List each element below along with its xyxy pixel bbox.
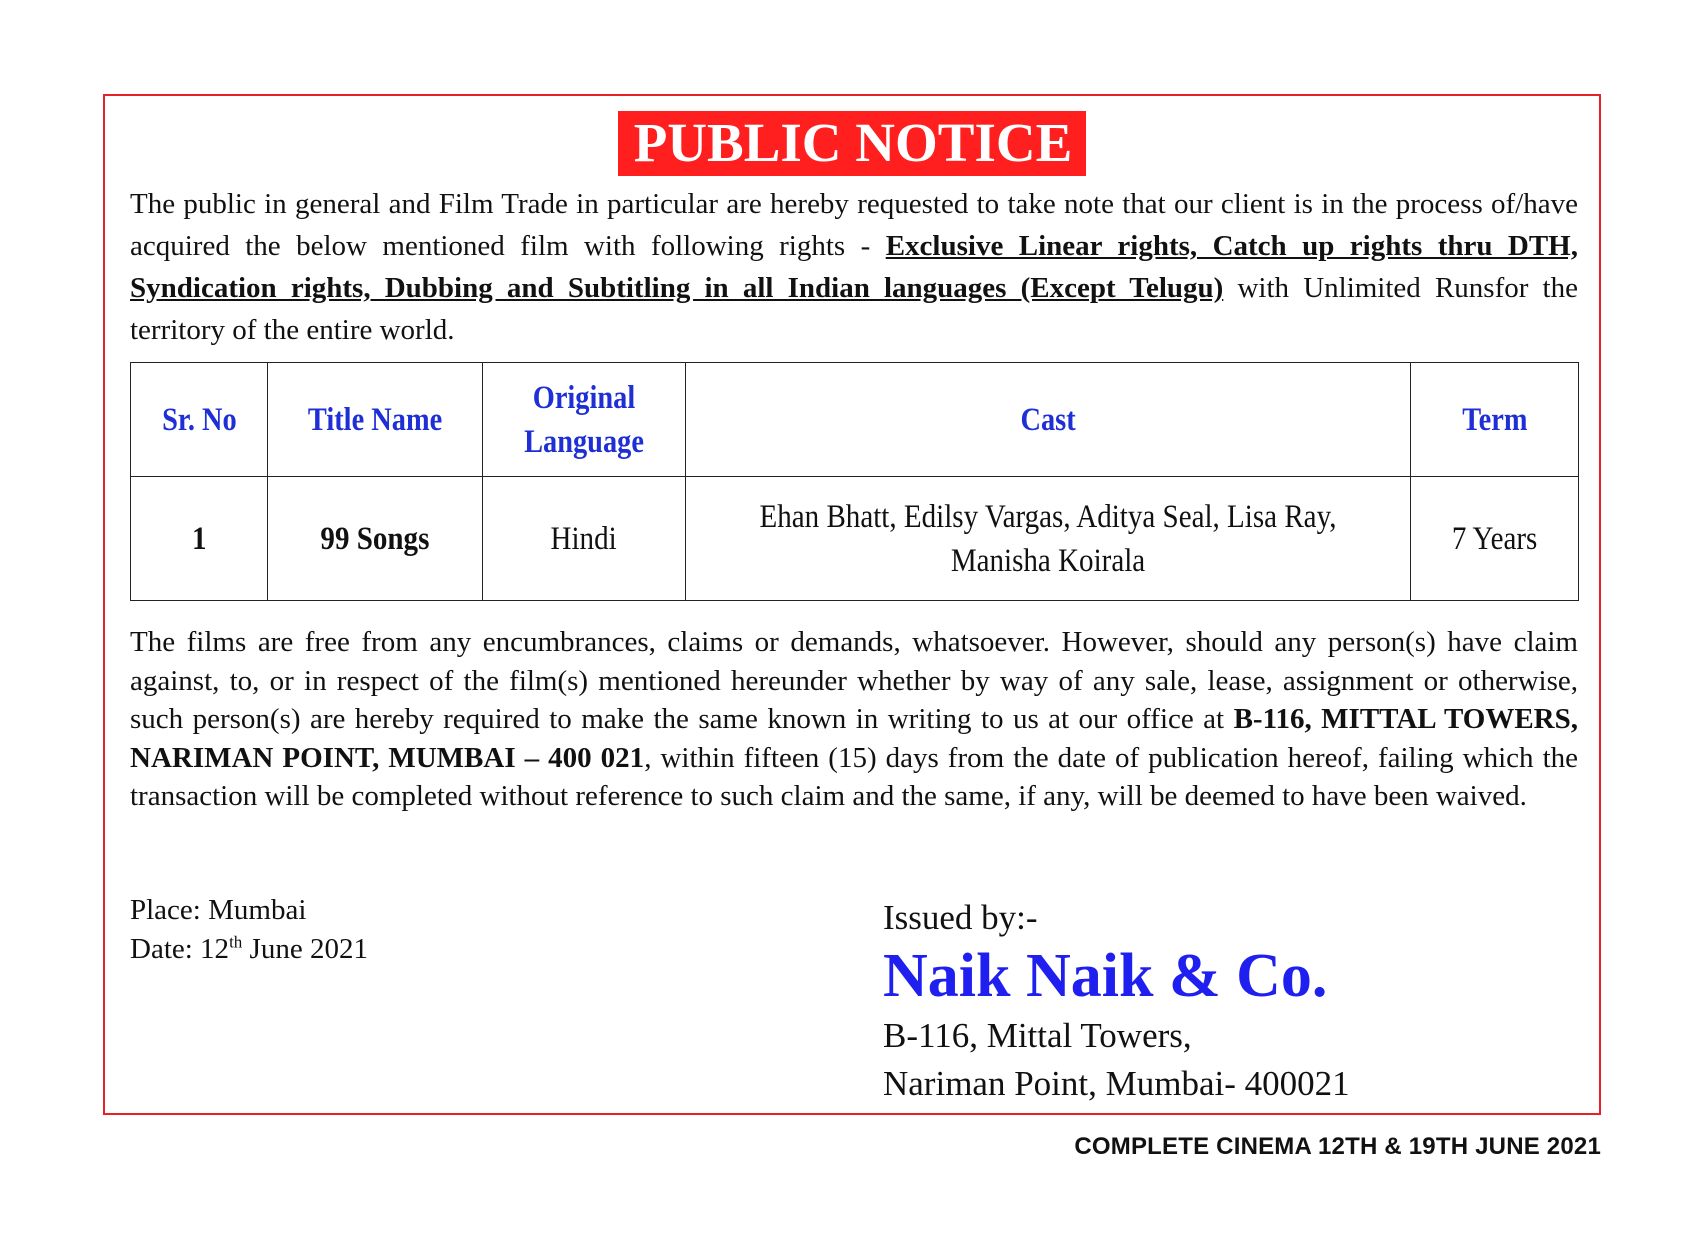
cell-term: 7 Years xyxy=(1411,477,1579,601)
header-original-language: Original Language xyxy=(482,363,685,477)
header-term: Term xyxy=(1411,363,1579,477)
date-prefix: Date: 12 xyxy=(130,933,230,965)
public-notice-box xyxy=(103,94,1601,1115)
place-line: Place: Mumbai xyxy=(130,894,307,926)
issuer-address-line2: Nariman Point, Mumbai- 400021 xyxy=(883,1064,1350,1103)
issued-by-label: Issued by:- xyxy=(883,898,1038,937)
rights-description: Exclusive Linear rights, Catch up rights thru DTH, Syndication rights, Dubbing and Subtitling in all Indian languages (Except Telugu) xyxy=(130,230,1578,304)
cell-original-language: Hindi xyxy=(482,477,685,601)
office-address: B-116, MITTAL TOWERS, NARIMAN POINT, MUMBAI – 400 021 xyxy=(130,703,1578,774)
place-date-block xyxy=(130,891,368,969)
date-ordinal: th xyxy=(229,932,243,952)
header-sr-no: Sr. No xyxy=(131,363,268,477)
issuer-block xyxy=(883,896,1350,1108)
table-header-row xyxy=(131,363,1579,477)
intro-text-before: The public in general and Film Trade in particular are hereby requested to take note that our client is in the process of/have acquired the below mentioned film with following rights - xyxy=(130,188,1578,262)
firm-name: Naik Naik & Co. xyxy=(883,942,1328,1010)
films-table xyxy=(130,362,1579,601)
intro-text-after: with Unlimited Runsfor the territory of the entire world. xyxy=(130,272,1578,346)
intro-paragraph xyxy=(130,183,1578,351)
header-cast: Cast xyxy=(685,363,1411,477)
claims-text-before: The films are free from any encumbrances, claims or demands, whatsoever. However, should any person(s) have claim against, to, or in respect of the film(s) mentioned hereunder whether by way of any sale, lease, assignment or otherwise, such person(s) are hereby required to make the same known in writing to us at our office at xyxy=(130,626,1578,735)
publication-footer: COMPLETE CINEMA 12TH & 19TH JUNE 2021 xyxy=(1074,1133,1601,1160)
claims-text-after: , within fifteen (15) days from the date of publication hereof, failing which the transaction will be completed without reference to such claim and the same, if any, will be deemed to have been waived. xyxy=(130,741,1579,812)
header-title-name: Title Name xyxy=(268,363,483,477)
table-row xyxy=(131,477,1579,601)
notice-title-wrapper xyxy=(105,111,1599,176)
cell-title-name: 99 Songs xyxy=(268,477,483,601)
claims-paragraph xyxy=(130,623,1578,816)
cell-cast: Ehan Bhatt, Edilsy Vargas, Aditya Seal, Lisa Ray, Manisha Koirala xyxy=(685,477,1411,601)
notice-title: PUBLIC NOTICE xyxy=(618,111,1087,176)
date-line xyxy=(130,930,368,969)
issuer-address-line1: B-116, Mittal Towers, xyxy=(883,1016,1192,1055)
date-rest: June 2021 xyxy=(242,933,368,965)
cell-sr-no: 1 xyxy=(131,477,268,601)
